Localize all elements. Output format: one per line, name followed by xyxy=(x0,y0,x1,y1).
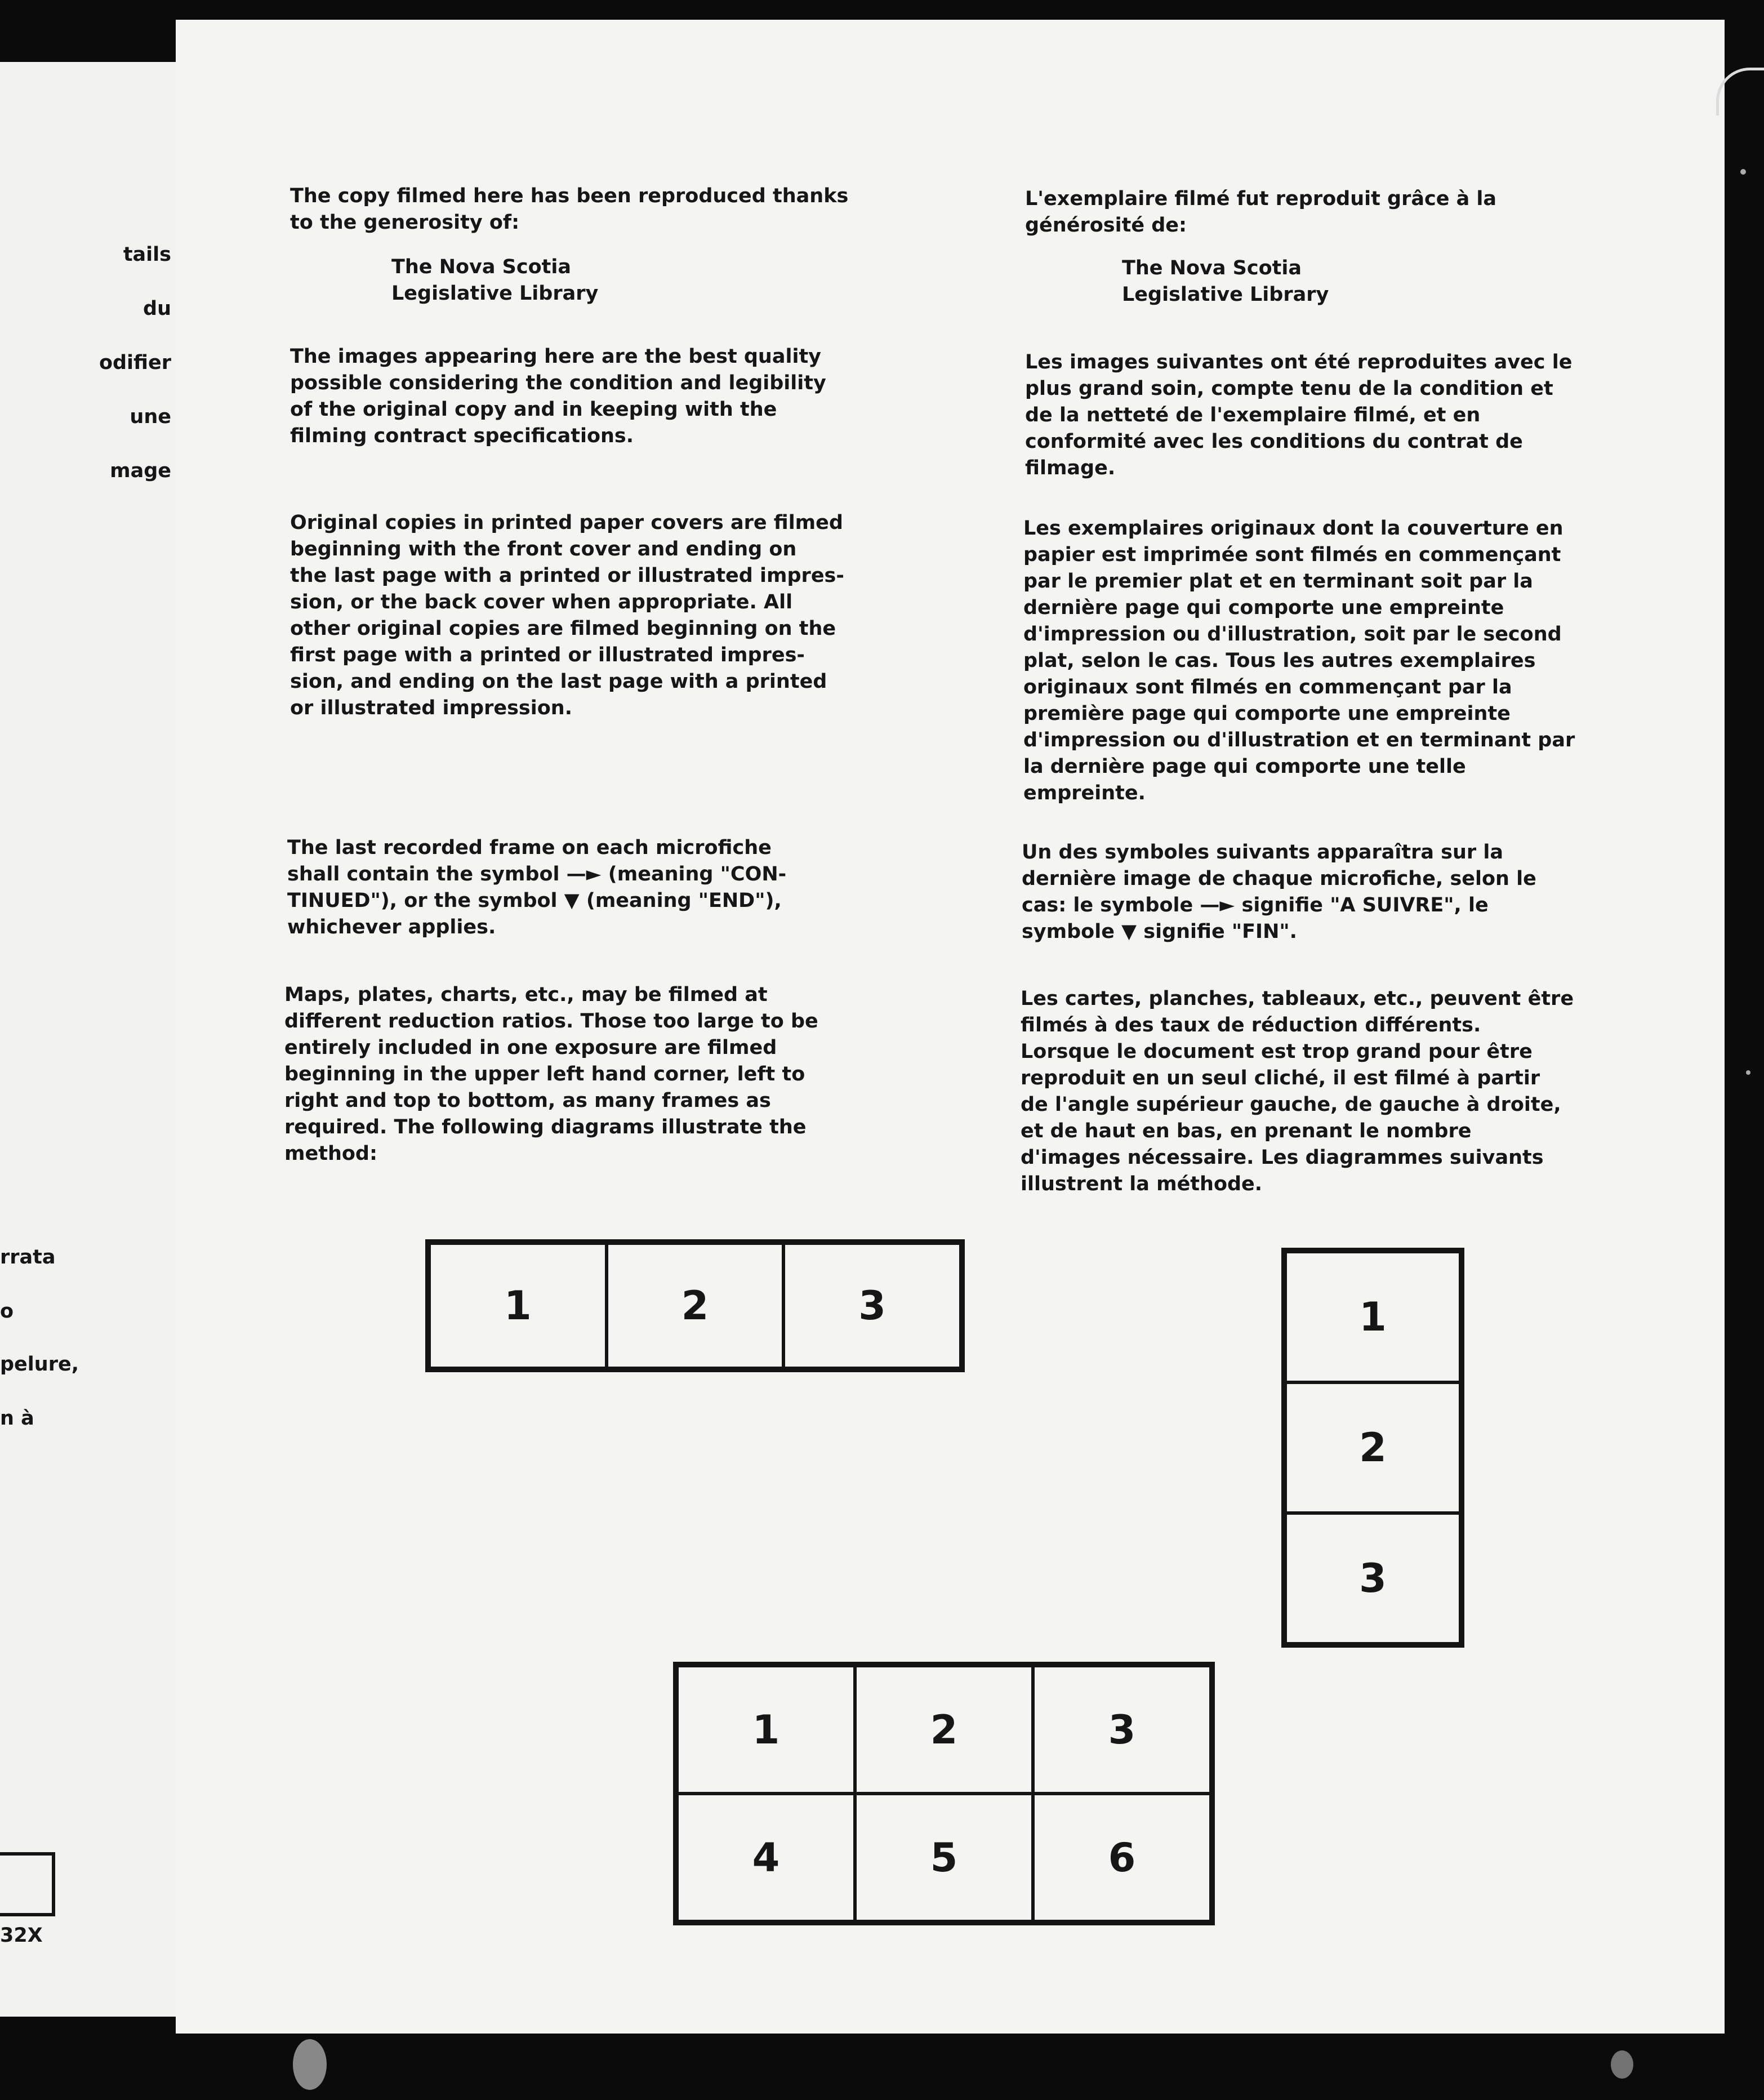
margin-fragment: une xyxy=(130,406,171,428)
frame-cell: 3 xyxy=(1285,1513,1460,1644)
horizontal-frame-diagram xyxy=(425,1239,965,1372)
frame-cell: 1 xyxy=(1285,1252,1460,1382)
french-symbols: Un des symboles suivants apparaîtra sur la dernière image de chaque microfiche, selon le cas: le symbole —► signifie "A SUIVRE", le symbole ▼ signifie "FIN". xyxy=(1022,841,1536,943)
film-fleck xyxy=(1611,2050,1633,2079)
film-fleck xyxy=(1746,1070,1750,1075)
margin-text-top xyxy=(0,214,176,484)
english-symbols: The last recorded frame on each microfiche shall contain the symbol —► (meaning "CON- TINUED"), or the symbol ▼ (meaning "END"), whichever applies. xyxy=(287,837,787,938)
margin-fragment: rrata xyxy=(0,1246,56,1269)
margin-fragment: pelure, xyxy=(0,1353,79,1376)
french-quality: Les images suivantes ont été reproduites avec le plus grand soin, compte tenu de la condition et de la netteté de l'exemplaire filmé, et en conformité avec les conditions du contrat de filmage. xyxy=(1025,351,1573,479)
margin-fragment: odifier xyxy=(99,352,171,374)
target-page xyxy=(176,20,1725,2034)
french-maps: Les cartes, planches, tableaux, etc., peuvent être filmés à des taux de réduction différents. Lorsque le document est trop grand pour être reproduit en un seul cliché, il est filmé à partir de l'angle supérieur gauche, de gauche à droite, et de haut en bas, en prenant le nombre d'images nécessaire. Les diagrammes suivants illustrent la méthode. xyxy=(1021,987,1574,1195)
margin-fragment: o xyxy=(0,1300,14,1323)
french-acknowledgement: L'exemplaire filmé fut reproduit grâce à la générosité de: xyxy=(1025,188,1497,237)
frame-cell: 2 xyxy=(1285,1382,1460,1513)
margin-fragment: mage xyxy=(110,460,171,482)
margin-fragment: tails xyxy=(123,243,171,266)
frame-cell: 2 xyxy=(855,1666,1033,1794)
film-fleck xyxy=(293,2039,327,2090)
english-institution: The Nova Scotia Legislative Library xyxy=(391,256,599,305)
frame-cell: 1 xyxy=(677,1666,855,1794)
frame-cell: 2 xyxy=(607,1243,784,1368)
english-maps: Maps, plates, charts, etc., may be filmed at different reduction ratios. Those too large to be entirely included in one exposure are filmed beginning in the upper left hand corner, left to right and top to bottom, as many frames as required. The following diagrams illustrate the method: xyxy=(284,984,818,1165)
vertical-frame-diagram xyxy=(1281,1248,1464,1648)
margin-fragment: n à xyxy=(0,1407,34,1430)
reduction-box xyxy=(0,1852,55,1916)
frame-cell: 1 xyxy=(429,1243,607,1368)
film-fleck xyxy=(1740,169,1746,175)
french-institution: The Nova Scotia Legislative Library xyxy=(1122,257,1329,306)
margin-text-mid xyxy=(0,1217,56,1325)
grid-frame-diagram xyxy=(673,1662,1215,1925)
frame-cell: 4 xyxy=(677,1794,855,1921)
reduction-label: 32X xyxy=(0,1924,43,1947)
previous-page-fragment xyxy=(0,62,176,2017)
english-acknowledgement: The copy filmed here has been reproduced thanks to the generosity of: xyxy=(290,185,849,234)
frame-cell: 3 xyxy=(783,1243,961,1368)
french-originals: Les exemplaires originaux dont la couverture en papier est imprimée sont filmés en commençant par le premier plat et en terminant soit par la dernière page qui comporte une empreinte d'impression ou d'illustration, soit par le second plat, selon le cas. Tous les autres exemplaires originaux sont filmés en commençant par la première page qui comporte une empreinte d'impression ou d'illustration et en terminant par la dernière page qui comporte une telle empreinte. xyxy=(1023,517,1575,804)
frame-cell: 3 xyxy=(1033,1666,1211,1794)
frame-cell: 6 xyxy=(1033,1794,1211,1921)
margin-fragment: du xyxy=(143,297,171,320)
english-quality: The images appearing here are the best quality possible considering the condition and legibility of the original copy and in keeping with the filming contract specifications. xyxy=(290,345,826,447)
frame-cell: 5 xyxy=(855,1794,1033,1921)
margin-text-low xyxy=(0,1324,79,1432)
english-originals: Original copies in printed paper covers are filmed beginning with the front cover and ending on the last page with a printed or illustrated impres- sion, or the back cover when appropriate. All other original copies are filmed beginning on the first page with a printed or illustrated impres- sion, and ending on the last page with a printed or illustrated impression. xyxy=(290,511,844,719)
